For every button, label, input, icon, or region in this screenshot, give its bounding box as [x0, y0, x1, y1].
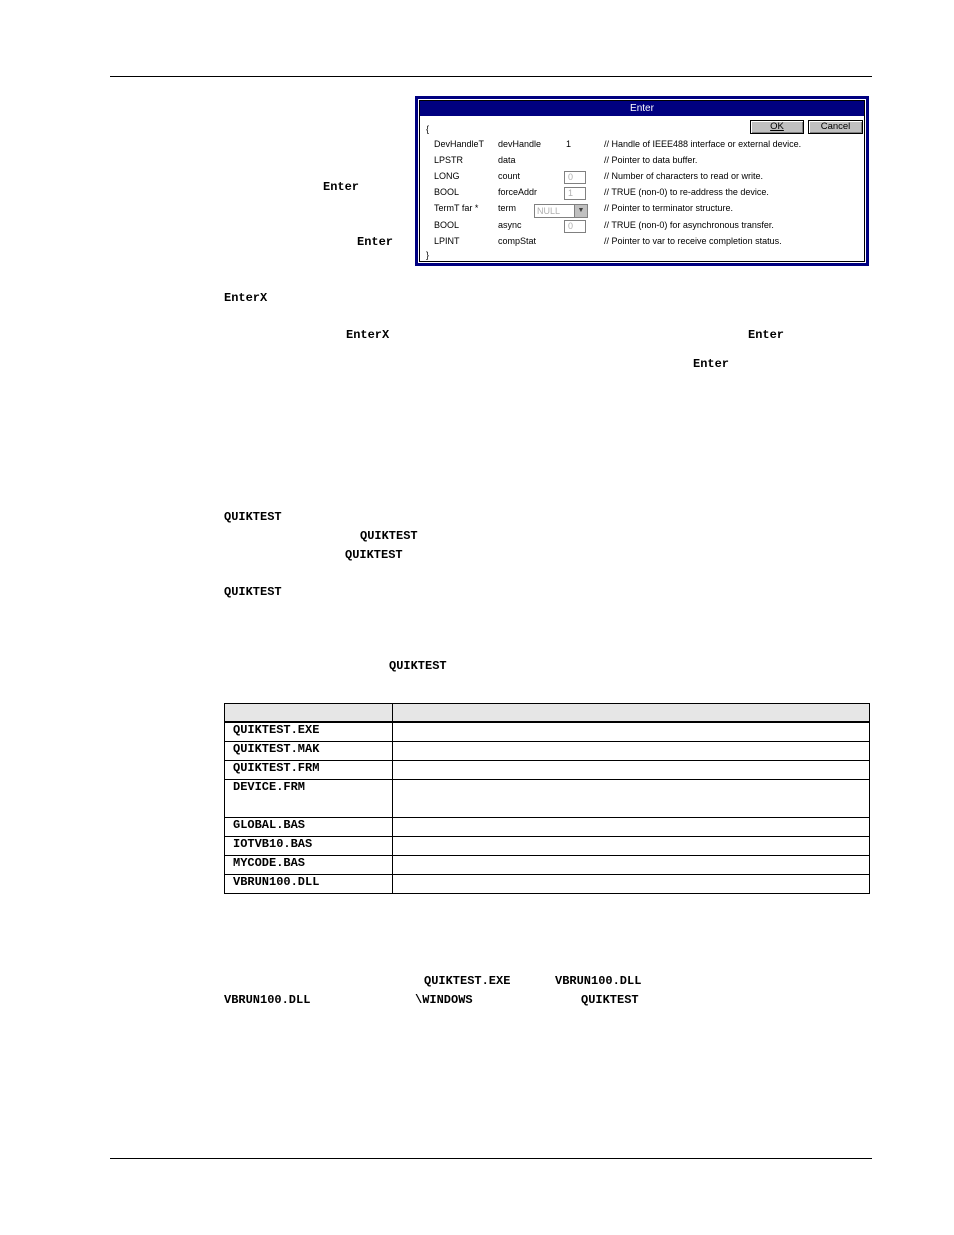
- param-comment: // Pointer to terminator structure.: [604, 203, 734, 213]
- table-row: [225, 760, 870, 779]
- param-name: data: [498, 155, 516, 165]
- vbrun-keyword: VBRUN100.DLL: [224, 993, 311, 1007]
- file-desc-cell: [393, 817, 870, 836]
- file-desc-cell: [393, 741, 870, 760]
- file-name-cell: IOTVB10.BAS: [225, 836, 393, 855]
- files-table: [224, 703, 870, 894]
- quiktest-keyword: QUIKTEST: [389, 659, 447, 673]
- quiktest-keyword: QUIKTEST: [360, 529, 418, 543]
- file-name-cell: GLOBAL.BAS: [225, 817, 393, 836]
- quiktest-keyword: QUIKTEST: [224, 585, 282, 599]
- file-desc-cell: [393, 874, 870, 893]
- param-value: 1: [566, 139, 572, 149]
- vbrun-keyword: VBRUN100.DLL: [555, 974, 642, 988]
- file-desc-cell: [393, 836, 870, 855]
- param-name: count: [498, 171, 521, 181]
- chevron-down-icon[interactable]: ▼: [574, 205, 587, 217]
- dialog-frame: [419, 100, 865, 262]
- file-desc-cell: [393, 855, 870, 874]
- quiktest-keyword: QUIKTEST: [224, 510, 282, 524]
- file-name-cell: MYCODE.BAS: [225, 855, 393, 874]
- quiktest-keyword: QUIKTEST: [345, 548, 403, 562]
- param-type: TermT far *: [434, 203, 479, 213]
- term-combo[interactable]: [534, 204, 588, 218]
- quiktest-exe-keyword: QUIKTEST.EXE: [424, 974, 511, 988]
- enter-keyword: Enter: [693, 357, 730, 371]
- table-row: [225, 722, 870, 741]
- enterx-keyword: EnterX: [346, 328, 390, 342]
- file-name-cell: VBRUN100.DLL: [225, 874, 393, 893]
- param-name: devHandle: [498, 139, 542, 149]
- table-row: [225, 741, 870, 760]
- param-name: async: [498, 220, 522, 230]
- param-type: LPINT: [434, 236, 460, 246]
- file-desc-cell: [393, 722, 870, 741]
- param-comment: // TRUE (non-0) for asynchronous transfer.: [604, 220, 774, 230]
- file-name-cell: QUIKTEST.MAK: [225, 741, 393, 760]
- table-row: [225, 779, 870, 817]
- close-brace: }: [426, 250, 430, 260]
- ok-button[interactable]: OK: [750, 120, 804, 134]
- count-field[interactable]: 0: [564, 171, 586, 184]
- table-row: [225, 817, 870, 836]
- table-header-row: [225, 704, 870, 723]
- enterx-keyword: EnterX: [224, 291, 268, 305]
- force-addr-field[interactable]: 1: [564, 187, 586, 200]
- enter-keyword: Enter: [748, 328, 785, 342]
- table-row: [225, 836, 870, 855]
- file-name-cell: DEVICE.FRM: [225, 779, 393, 817]
- async-field[interactable]: 0: [564, 220, 586, 233]
- param-type: DevHandleT: [434, 139, 485, 149]
- file-desc-cell: [393, 779, 870, 817]
- param-name: forceAddr: [498, 187, 538, 197]
- param-type: LONG: [434, 171, 460, 181]
- param-comment: // TRUE (non-0) to re-address the device.: [604, 187, 769, 197]
- file-desc-cell: [393, 760, 870, 779]
- table-header-cell: [225, 704, 393, 723]
- param-type: BOOL: [434, 187, 460, 197]
- file-name-cell: QUIKTEST.EXE: [225, 722, 393, 741]
- table-row: [225, 874, 870, 893]
- param-comment: // Handle of IEEE488 interface or external device.: [604, 139, 802, 149]
- open-brace: {: [426, 124, 430, 134]
- table-row: [225, 855, 870, 874]
- param-name: term: [498, 203, 516, 213]
- param-comment: // Pointer to data buffer.: [604, 155, 698, 165]
- table-header-cell: [393, 704, 870, 723]
- cancel-button[interactable]: Cancel: [808, 120, 863, 134]
- term-combo-value: NULL: [537, 206, 561, 216]
- header-rule: [110, 76, 872, 77]
- param-comment: // Pointer to var to receive completion status.: [604, 236, 782, 246]
- quiktest-keyword: QUIKTEST: [581, 993, 639, 1007]
- param-name: compStat: [498, 236, 537, 246]
- footer-rule: [110, 1158, 872, 1159]
- enter-keyword: Enter: [357, 235, 394, 249]
- windows-dir-keyword: \WINDOWS: [415, 993, 473, 1007]
- param-type: BOOL: [434, 220, 460, 230]
- param-comment: // Number of characters to read or write.: [604, 171, 764, 181]
- file-name-cell: QUIKTEST.FRM: [225, 760, 393, 779]
- enter-keyword: Enter: [323, 180, 360, 194]
- dialog-title: Enter: [420, 101, 864, 116]
- enter-dialog: [415, 96, 869, 266]
- param-type: LPSTR: [434, 155, 464, 165]
